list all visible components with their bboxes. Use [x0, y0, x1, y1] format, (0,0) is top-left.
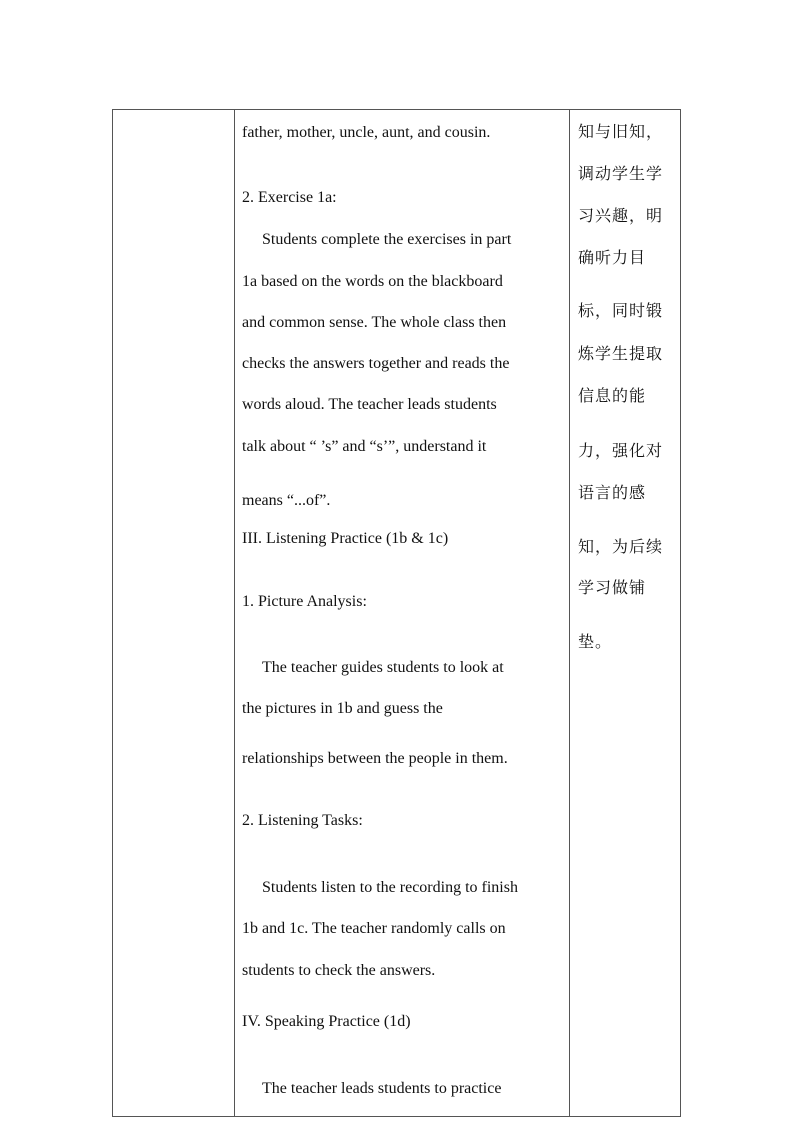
activity-line: checks the answers together and reads the: [242, 355, 510, 372]
section-heading: IV. Speaking Practice (1d): [242, 1013, 411, 1030]
intent-line: 力，强化对: [578, 441, 664, 460]
activity-line: father, mother, uncle, aunt, and cousin.: [242, 124, 491, 141]
activity-line: talk about “ ’s” and “s’”, understand it: [242, 438, 487, 455]
intent-line: 语言的感: [578, 483, 647, 502]
activity-line: Students listen to the recording to finish: [262, 879, 518, 896]
activity-line: and common sense. The whole class then: [242, 314, 507, 331]
intent-line: 垫。: [578, 632, 613, 651]
intent-line: 调动学生学: [578, 164, 664, 183]
intent-line: 信息的能: [578, 386, 647, 405]
activity-line: words aloud. The teacher leads students: [242, 396, 497, 413]
activity-heading: 2. Listening Tasks:: [242, 812, 363, 829]
table-column-divider-1: [234, 109, 235, 1117]
intent-line: 标，同时锻: [578, 301, 664, 320]
intent-line: 知，为后续: [578, 537, 664, 556]
table-right-border: [680, 109, 681, 1117]
activity-heading: 2. Exercise 1a:: [242, 189, 337, 206]
activity-line: 1b and 1c. The teacher randomly calls on: [242, 920, 506, 937]
activity-line: means “...of”.: [242, 492, 331, 509]
activity-line: 1a based on the words on the blackboard: [242, 273, 503, 290]
table-bottom-border: [112, 1116, 681, 1117]
empty-stage-cell: [113, 110, 234, 1116]
activity-heading: 1. Picture Analysis:: [242, 593, 367, 610]
intent-line: 习兴趣，明: [578, 206, 664, 225]
activity-line: The teacher guides students to look at: [262, 659, 504, 676]
section-heading: III. Listening Practice (1b & 1c): [242, 530, 449, 547]
activity-line: the pictures in 1b and guess the: [242, 700, 443, 717]
activity-line: The teacher leads students to practice: [262, 1080, 502, 1097]
intent-line: 知与旧知，: [578, 122, 664, 141]
intent-line: 炼学生提取: [578, 344, 664, 363]
activity-line: students to check the answers.: [242, 962, 436, 979]
intent-line: 确听力目: [578, 248, 647, 267]
intent-line: 学习做铺: [578, 578, 647, 597]
activity-line: relationships between the people in them.: [242, 750, 508, 767]
activity-line: Students complete the exercises in part: [262, 231, 512, 248]
table-column-divider-2: [569, 109, 570, 1117]
